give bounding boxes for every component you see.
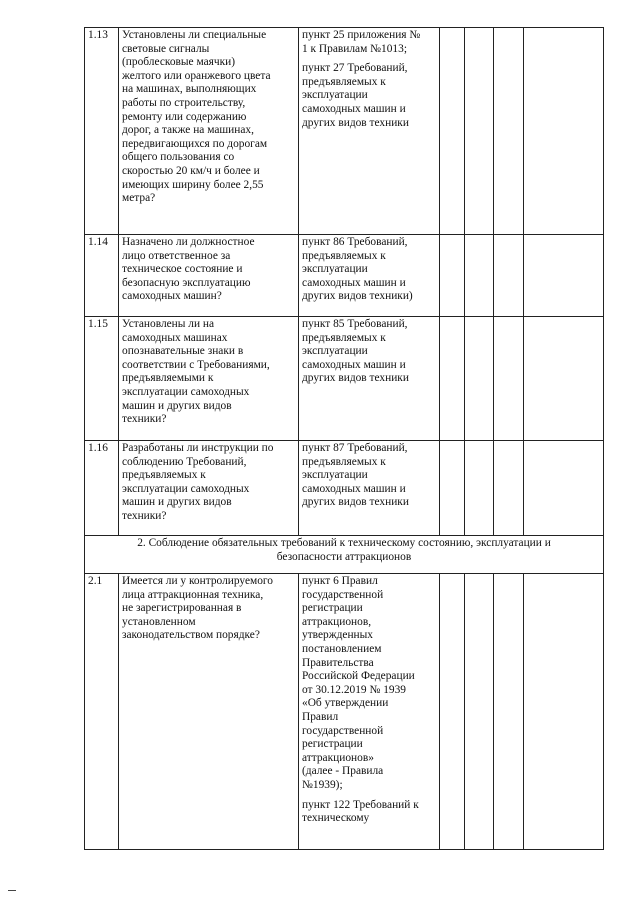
answer-na-cell[interactable]: [494, 574, 524, 850]
answer-no-cell[interactable]: [465, 317, 494, 441]
answer-yes-cell[interactable]: [440, 317, 465, 441]
answer-no-cell[interactable]: [465, 235, 494, 317]
table-row: [85, 235, 604, 317]
note-cell[interactable]: [524, 317, 604, 441]
question-text: Установлены ли на самоходных машинах опознавательные знаки в соответствии с Требованиями, предъявляемыми к эксплуатации самоходных машин и других видов техники?: [119, 317, 299, 441]
answer-yes-cell[interactable]: [440, 574, 465, 850]
note-cell[interactable]: [524, 574, 604, 850]
row-number: 1.13: [85, 28, 119, 235]
scan-mark: [8, 890, 16, 891]
table-row: [85, 28, 604, 235]
note-cell[interactable]: [524, 28, 604, 235]
row-number: 2.1: [85, 574, 119, 850]
legal-reference: пункт 87 Требований, предъявляемых к эксплуатации самоходных машин и других видов техники: [299, 441, 440, 536]
table-row: [85, 317, 604, 441]
table-row: [85, 441, 604, 536]
question-text: Имеется ли у контролируемого лица аттракционная техника, не зарегистрированная в установленном законодательством порядке?: [119, 574, 299, 850]
note-cell[interactable]: [524, 235, 604, 317]
answer-na-cell[interactable]: [494, 317, 524, 441]
table-row: [85, 574, 604, 850]
section-heading-row: [85, 536, 604, 574]
row-number: 1.14: [85, 235, 119, 317]
answer-yes-cell[interactable]: [440, 441, 465, 536]
legal-reference: пункт 6 Правил государственной регистрации аттракционов, утвержденных постановлением Правительства Российской Федерации от 30.12.2019 № 1939 «Об утверждении Правил государственной регистрации аттракционов» (далее - Правила №1939); пункт 122 Требований к техническому: [299, 574, 440, 850]
answer-yes-cell[interactable]: [440, 28, 465, 235]
row-number: 1.15: [85, 317, 119, 441]
checklist-table: [84, 27, 604, 850]
answer-no-cell[interactable]: [465, 574, 494, 850]
answer-na-cell[interactable]: [494, 235, 524, 317]
answer-no-cell[interactable]: [465, 441, 494, 536]
question-text: Назначено ли должностное лицо ответственное за техническое состояние и безопасную эксплуатацию самоходных машин?: [119, 235, 299, 317]
legal-reference: пункт 25 приложения № 1 к Правилам №1013; пункт 27 Требований, предъявляемых к эксплуатации самоходных машин и других видов техники: [299, 28, 440, 235]
note-cell[interactable]: [524, 441, 604, 536]
answer-na-cell[interactable]: [494, 441, 524, 536]
section-title: 2. Соблюдение обязательных требований к техническому состоянию, эксплуатации и безопасности аттракционов: [85, 536, 604, 574]
answer-yes-cell[interactable]: [440, 235, 465, 317]
answer-na-cell[interactable]: [494, 28, 524, 235]
question-text: Разработаны ли инструкции по соблюдению Требований, предъявляемых к эксплуатации самоходных машин и других видов техники?: [119, 441, 299, 536]
legal-reference: пункт 86 Требований, предъявляемых к эксплуатации самоходных машин и других видов техники): [299, 235, 440, 317]
legal-reference: пункт 85 Требований, предъявляемых к эксплуатации самоходных машин и других видов техники: [299, 317, 440, 441]
question-text: Установлены ли специальные световые сигналы (проблесковые маячки) желтого или оранжевого цвета на машинах, выполняющих работы по строительству, ремонту или содержанию дорог, а также на машинах, передвигающихся по дорогам общего пользования со скоростью 20 км/ч и более и имеющих ширину более 2,55 метра?: [119, 28, 299, 235]
row-number: 1.16: [85, 441, 119, 536]
answer-no-cell[interactable]: [465, 28, 494, 235]
